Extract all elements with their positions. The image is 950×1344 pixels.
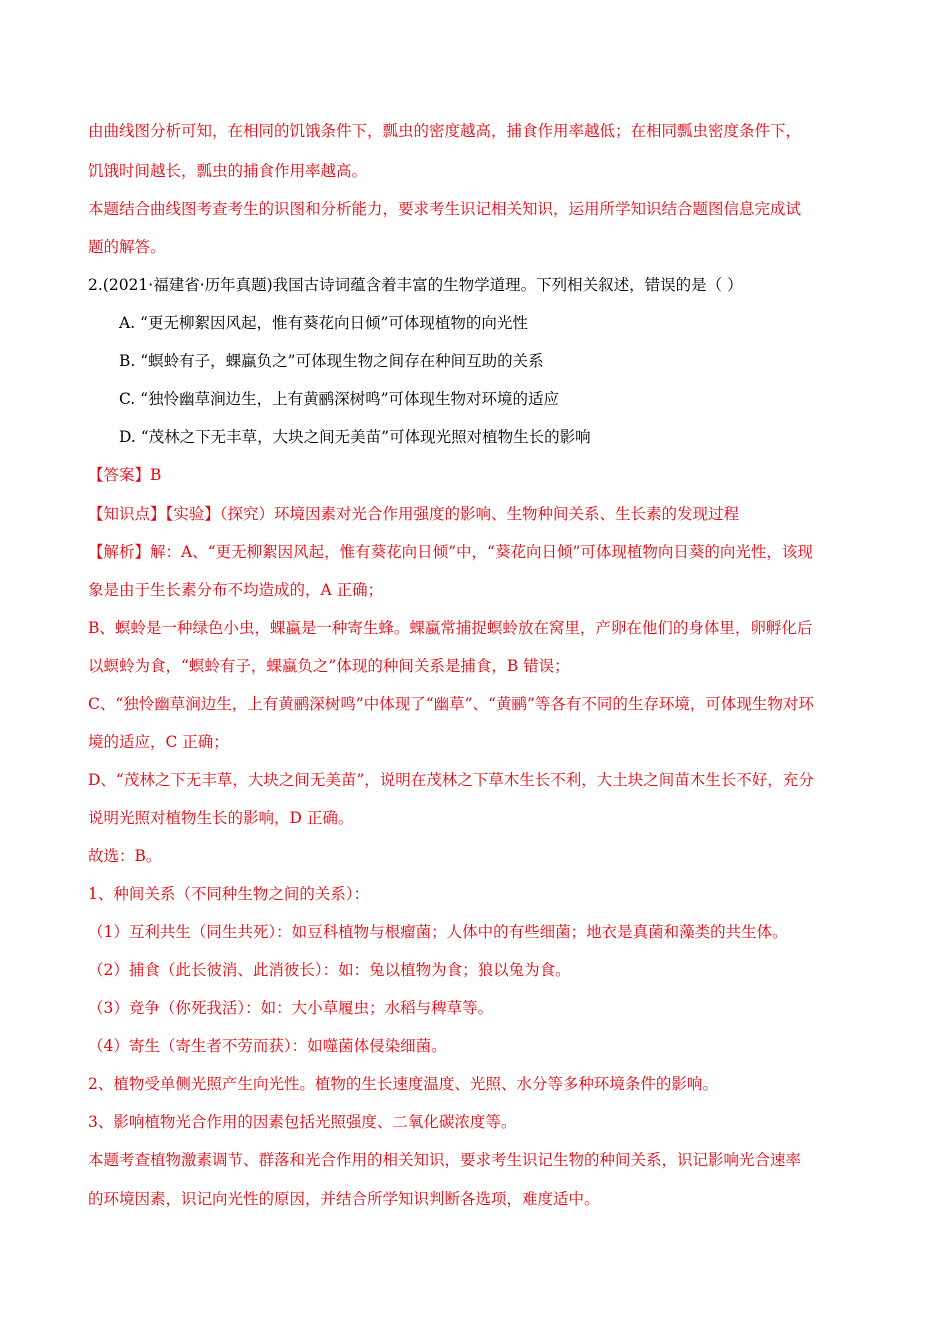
final-summary-1: 本题考查植物激素调节、群落和光合作用的相关知识，要求考生识记生物的种间关系，识记影响光合速率 [88, 1151, 802, 1169]
note-1-item-4: （4）寄生（寄生者不劳而获）：如噬菌体侵染细菌。 [88, 1037, 447, 1055]
note-3: 3、影响植物光合作用的因素包括光照强度、二氧化碳浓度等。 [88, 1113, 517, 1131]
explanation-d-2: 说明光照对植物生长的影响，D 正确。 [88, 809, 354, 827]
explanation-c-1: C、“独怜幽草涧边生，上有黄鹂深树鸣”中体现了“幽草”、“黄鹂”等各有不同的生存环境，可体现生物对环 [88, 695, 814, 713]
explanation-d-1: D、“茂林之下无丰草，大块之间无美苗”，说明在茂林之下草木生长不利，大土块之间苗木生长不好，充分 [88, 771, 814, 789]
option-a: A. “更无柳絮因风起，惟有葵花向日倾”可体现植物的向光性 [119, 314, 528, 332]
explanation-b-1: B、螟蛉是一种绿色小虫，蜾蠃是一种寄生蜂。蜾蠃常捕捉螟蛉放在窝里，产卵在他们的身体里，卵孵化后 [88, 619, 813, 637]
note-2: 2、植物受单侧光照产生向光性。植物的生长速度温度、光照、水分等多种环境条件的影响。 [88, 1075, 718, 1093]
explanation-a-1: 【解析】解：A、“更无柳絮因风起，惟有葵花向日倾”中，“葵花向日倾”可体现植物向日葵的向光性，该现 [88, 543, 813, 561]
explanation-b-2: 以螟蛉为食，“螟蛉有子，蜾蠃负之”体现的种间关系是捕食，B 错误； [88, 657, 570, 675]
note-1-heading: 1、种间关系（不同种生物之间的关系）： [88, 885, 370, 903]
option-b: B. “螟蛉有子，蜾蠃负之”可体现生物之间存在种间互助的关系 [119, 352, 544, 370]
analysis-line-2: 饥饿时间越长，瓢虫的捕食作用率越高。 [88, 162, 368, 180]
option-c: C. “独怜幽草涧边生，上有黄鹂深树鸣”可体现生物对环境的适应 [119, 390, 560, 408]
note-1-item-2: （2）捕食（此长彼消、此消彼长）：如：兔以植物为食；狼以兔为食。 [88, 961, 571, 979]
analysis-line-1: 由曲线图分析可知，在相同的饥饿条件下，瓢虫的密度越高，捕食作用率越低；在相同瓢虫密度条件下， [88, 122, 802, 140]
answer-label: 【答案】B [88, 466, 162, 484]
explanation-a-2: 象是由于生长素分布不均造成的，A 正确； [88, 581, 384, 599]
knowledge-points: 【知识点】【实验】（探究）环境因素对光合作用强度的影响、生物种间关系、生长素的发现过程 [88, 505, 740, 523]
final-summary-2: 的环境因素，识记向光性的原因，并结合所学知识判断各选项，难度适中。 [88, 1190, 600, 1208]
summary-line-2: 题的解答。 [88, 238, 166, 256]
option-d: D. “茂林之下无丰草，大块之间无美苗”可体现光照对植物生长的影响 [119, 428, 591, 446]
note-1-item-1: （1）互利共生（同生共死）：如豆科植物与根瘤菌；人体中的有些细菌；地衣是真菌和藻类的共生体。 [88, 923, 788, 941]
question-stem: 2.(2021·福建省·历年真题)我国古诗词蕴含着丰富的生物学道理。下列相关叙述，错误的是（ ） [88, 276, 743, 294]
summary-line-1: 本题结合曲线图考查考生的识图和分析能力，要求考生识记相关知识，运用所学知识结合题图信息完成试 [88, 200, 802, 218]
note-1-item-3: （3）竞争（你死我活）：如：大小草履虫；水稻与稗草等。 [88, 999, 494, 1017]
explanation-c-2: 境的适应，C 正确； [88, 733, 229, 751]
choice-conclusion: 故选：B。 [88, 847, 162, 865]
